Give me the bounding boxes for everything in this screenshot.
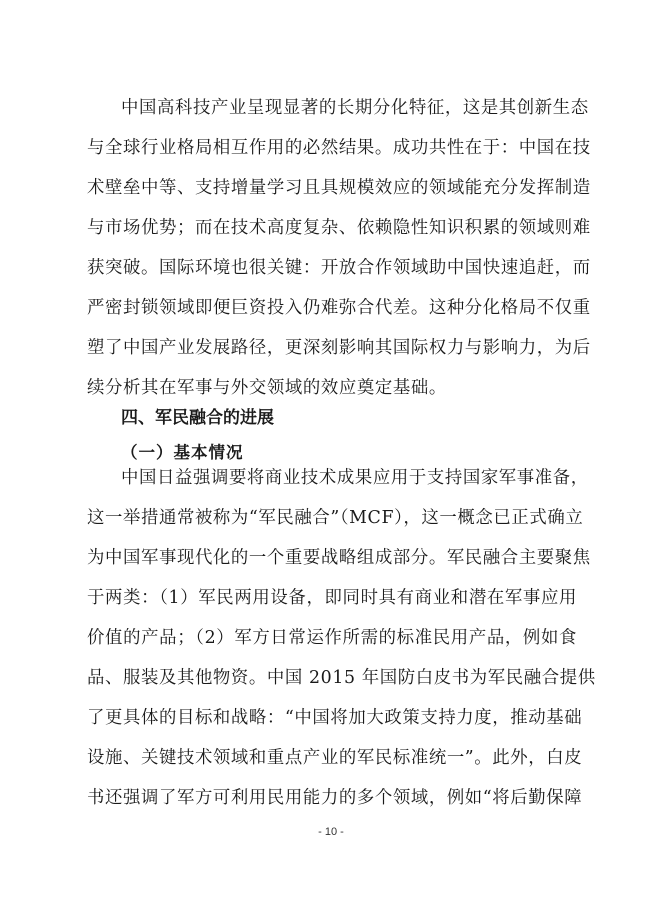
subsection-heading: （一）基本情况	[121, 443, 244, 462]
paragraph-line: 价值的产品；（2）军方日常运作所需的标准民用产品，例如食	[87, 628, 577, 648]
paragraph-line: 术壁垒中等、支持增量学习且具规模效应的领域能充分发挥制造	[87, 178, 591, 198]
paragraph-line: 续分析其在军事与外交领域的效应奠定基础。	[87, 378, 447, 398]
paragraph-line: 设施、关键技术领域和重点产业的军民标准统一”。此外，白皮	[87, 748, 583, 768]
paragraph-line: 中国高科技产业呈现显著的长期分化特征，这是其创新生态	[121, 98, 589, 118]
section-heading: 四、军民融合的进展	[121, 408, 274, 428]
paragraph-line: 获突破。国际环境也很关键：开放合作领域助中国快速追赶，而	[87, 258, 591, 278]
paragraph-line: 塑了中国产业发展路径，更深刻影响其国际权力与影响力，为后	[87, 338, 591, 358]
paragraph-line: 书还强调了军方可利用民用能力的多个领域，例如“将后勤保障	[87, 788, 583, 808]
page-number: - 10 -	[318, 826, 344, 838]
paragraph-line: 为中国军事现代化的一个重要战略组成部分。军民融合主要聚焦	[87, 548, 591, 568]
paragraph-line: 这一举措通常被称为“军民融合”（MCF），这一概念已正式确立	[87, 508, 584, 528]
paragraph-line: 严密封锁领域即便巨资投入仍难弥合代差。这种分化格局不仅重	[87, 298, 591, 318]
paragraph-line: 品、服装及其他物资。中国 2015 年国防白皮书为军民融合提供	[87, 668, 596, 688]
paragraph-line: 于两类：（1）军民两用设备，即同时具有商业和潜在军事应用	[87, 588, 577, 608]
paragraph-line: 与全球行业格局相互作用的必然结果。成功共性在于：中国在技	[87, 138, 591, 158]
paragraph-line: 中国日益强调要将商业技术成果应用于支持国家军事准备，	[121, 468, 589, 488]
paragraph-line: 了更具体的目标和战略：“中国将加大政策支持力度，推动基础	[87, 708, 583, 728]
paragraph-line: 与市场优势；而在技术高度复杂、依赖隐性知识积累的领域则难	[87, 218, 591, 238]
